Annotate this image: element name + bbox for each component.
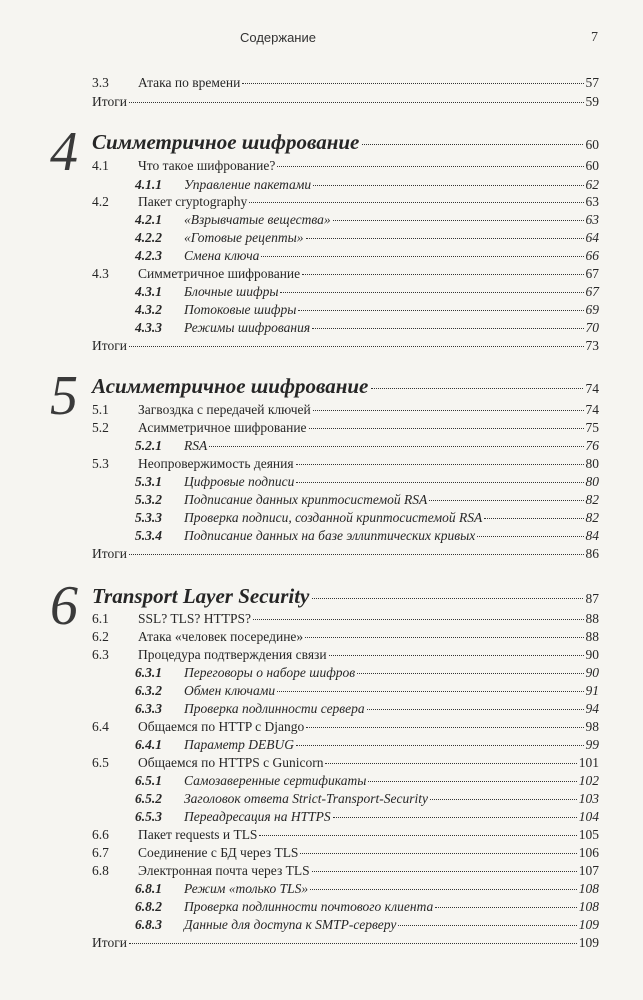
toc-subentry[interactable] [92,526,599,545]
toc-entry-page: 70 [585,320,599,335]
toc-entry-page: 57 [585,75,599,90]
toc-entry-title: Загвоздка с передачей ключей [138,402,311,417]
toc-entry[interactable] [92,627,599,646]
toc-entry[interactable] [92,645,599,664]
toc-subentry[interactable] [92,508,599,527]
toc-subentry[interactable] [92,663,599,682]
toc-entry-title: Смена ключа [184,248,260,263]
toc-entry-page: 88 [585,629,599,644]
toc-entry-page: 101 [578,755,599,770]
toc-entry-number: 4.3.1 [135,284,162,299]
toc-entry-page: 69 [585,302,599,317]
toc-entry-number: 6.1 [92,611,109,626]
toc-entry-title: Параметр DEBUG [184,737,295,752]
toc-entry-page: 73 [585,338,599,353]
toc-entry-number: 4.1 [92,158,109,173]
toc-entry-number: 4.3 [92,266,109,281]
toc-entry-number: 6.4.1 [135,737,162,752]
toc-subentry[interactable] [92,915,599,934]
chapter-title: Transport Layer Security [92,584,310,608]
page-header [0,30,643,50]
toc-entry-title: Асимметричное шифрование [138,420,307,435]
toc-entry-title: Самозаверенные сертификаты [184,773,367,788]
toc-entry-page: 63 [585,212,599,227]
toc-entry-title: Итоги [92,94,127,109]
toc-entry-title: Итоги [92,935,127,950]
toc-entry[interactable] [92,861,599,880]
toc-entry-title: Соединение с БД через TLS [138,845,299,860]
toc-subentry[interactable] [92,681,599,700]
toc-entry[interactable] [92,418,599,437]
toc-entry-number: 5.2 [92,420,109,435]
chapter-title: Асимметричное шифрование [92,374,369,398]
chapter-page: 74 [585,381,599,396]
toc-entry-page: 75 [585,420,599,435]
toc-subentry[interactable] [92,735,599,754]
chapter-number: 6 [50,575,78,637]
toc-entry-page: 82 [585,492,599,507]
toc-entry-title: Пакет requests и TLS [138,827,258,842]
toc-entry-number: 6.8.3 [135,917,162,932]
toc-subentry[interactable] [92,472,599,491]
toc-entry-title: Заголовок ответа Strict-Transport-Security [184,791,428,806]
toc-entry-page: 98 [585,719,599,734]
toc-entry-page: 67 [585,284,599,299]
toc-entry-title: Проверка подписи, созданной криптосистемой RSA [184,510,483,525]
toc-entry-title: Обмен ключами [184,683,276,698]
page-number: 7 [591,30,598,45]
toc-entry-number: 6.5.1 [135,773,162,788]
toc-entry-title: Итоги [92,546,127,561]
toc-subentry[interactable] [92,699,599,718]
chapter-page: 87 [585,591,599,606]
toc-subentry[interactable] [92,246,599,265]
toc-entry-number: 5.3 [92,456,109,471]
toc-entry-3-3[interactable] [92,73,599,92]
toc-entry-title: Общаемся по HTTP с Django [138,719,305,734]
toc-entry-number: 6.5.2 [135,791,162,806]
toc-entry-page: 106 [578,845,599,860]
toc-entry-number: 4.2.1 [135,212,162,227]
toc-entry-title: Подписание данных на базе эллиптических кривых [184,528,476,543]
toc-subentry[interactable] [92,228,599,247]
toc-entry-page: 82 [585,510,599,525]
toc-entry-number: 6.3 [92,647,109,662]
chapter-number: 5 [50,365,78,427]
toc-entry-number: 6.4 [92,719,109,734]
toc-entry-page: 109 [578,935,599,950]
toc-entry-title: Режим «только TLS» [184,881,309,896]
toc-entry-title: Процедура подтверждения связи [138,647,327,662]
toc-entry-page: 64 [585,230,599,245]
toc-entry-page: 99 [585,737,599,752]
toc-entry-page: 109 [578,917,599,932]
toc-entry[interactable] [92,400,599,419]
toc-entry-title: Переадресация на HTTPS [184,809,331,824]
toc-entry-title: Режимы шифрования [184,320,311,335]
toc-subentry[interactable] [92,789,599,808]
toc-entry-page: 105 [578,827,599,842]
toc-entry-title: Итоги [92,338,127,353]
toc-entry-title: Атака по времени [138,75,241,90]
toc-entry-number: 5.1 [92,402,109,417]
toc-entry-page: 103 [578,791,599,806]
toc-entry-title: Проверка подлинности почтового клиента [184,899,434,914]
toc-entry-number: 5.2.1 [135,438,162,453]
toc-entry-title: Что такое шифрование? [138,158,276,173]
toc-entry-number: 6.8.2 [135,899,162,914]
toc-entry-title: Пакет cryptography [138,194,248,209]
toc-entry-page: 90 [585,647,599,662]
toc-entry[interactable] [92,192,599,211]
toc-entry-page: 60 [585,158,599,173]
toc-entry-number: 6.8.1 [135,881,162,896]
chapter-page: 60 [585,137,599,152]
toc-subentry[interactable] [92,771,599,790]
toc-subentry[interactable] [92,436,599,455]
toc-subentry[interactable] [92,210,599,229]
toc-entry[interactable] [92,753,599,772]
toc-entry-page: 66 [585,248,599,263]
toc-entry-page: 104 [578,809,599,824]
toc-entry-page: 91 [585,683,599,698]
toc-subentry[interactable] [92,300,599,319]
toc-entry[interactable] [92,609,599,628]
toc-subentry[interactable] [92,282,599,301]
toc-entry-number: 6.8 [92,863,109,878]
toc-entry-page: 108 [578,899,599,914]
toc-entry-title: Блочные шифры [184,284,279,299]
toc-entry-number: 5.3.2 [135,492,162,507]
toc-entry-number: 5.3.4 [135,528,162,543]
toc-entry-title: Неопровержимость деяния [138,456,294,471]
header-title: Содержание [240,30,316,45]
toc-entry-page: 62 [585,177,599,192]
toc-subentry[interactable] [92,879,599,898]
toc-entry-page: 107 [578,863,599,878]
toc-entry-title: Цифровые подписи [184,474,295,489]
toc-entry[interactable] [92,717,599,736]
toc-entry[interactable] [92,454,599,473]
toc-entry-summary-ch5[interactable] [92,544,599,563]
toc-entry-page: 80 [585,474,599,489]
toc-entry-page: 90 [585,665,599,680]
chapter-title: Симметричное шифрование [92,130,360,154]
toc-entry-number: 6.6 [92,827,109,842]
toc-entry-number: 6.7 [92,845,109,860]
toc-entry-number: 4.1.1 [135,177,162,192]
toc-subentry[interactable] [92,490,599,509]
toc-entry-number: 6.3.3 [135,701,162,716]
toc-entry-number: 5.3.1 [135,474,162,489]
toc-entry-page: 59 [585,94,599,109]
toc-entry-page: 74 [585,402,599,417]
toc-entry-number: 6.5 [92,755,109,770]
toc-entry-number: 4.3.2 [135,302,162,317]
toc-entry-page: 88 [585,611,599,626]
toc-entry-page: 67 [585,266,599,281]
toc-entry-number: 5.3.3 [135,510,162,525]
toc-entry-title: «Готовые рецепты» [184,230,304,245]
toc-entry[interactable] [92,264,599,283]
toc-entry-number: 3.3 [92,75,109,90]
toc-entry-page: 63 [585,194,599,209]
toc-entry-number: 6.5.3 [135,809,162,824]
toc-entry-title: Подписание данных криптосистемой RSA [184,492,428,507]
toc-subentry[interactable] [92,318,599,337]
toc-entry-page: 76 [585,438,599,453]
toc-entry-title: Переговоры о наборе шифров [184,665,356,680]
toc-entry-number: 4.2.3 [135,248,162,263]
toc-entry-title: Общаемся по HTTPS с Gunicorn [138,755,324,770]
toc-entry-page: 102 [578,773,599,788]
toc-entry-title: Электронная почта через TLS [138,863,310,878]
toc-entry-number: 6.3.2 [135,683,162,698]
toc-entry[interactable] [92,843,599,862]
toc-entry-title: Управление пакетами [184,177,312,192]
toc-entry-page: 94 [585,701,599,716]
toc-entry-number: 4.2.2 [135,230,162,245]
toc-entry-number: 4.3.3 [135,320,162,335]
toc-entry-title: Потоковые шифры [184,302,297,317]
toc-entry-summary-ch6[interactable] [92,933,599,952]
toc-entry-title: Данные для доступа к SMTP-серверу [184,917,397,932]
toc-entry-number: 6.2 [92,629,109,644]
toc-entry-summary-ch4[interactable] [92,336,599,355]
toc-entry-number: 4.2 [92,194,109,209]
toc-entry-page: 86 [585,546,599,561]
toc-entry-title: Симметричное шифрование [138,266,301,281]
toc-entry-page: 80 [585,456,599,471]
toc-entry-page: 108 [578,881,599,896]
chapter-number: 4 [50,121,78,183]
toc-entry-title: Атака «человек посередине» [138,629,304,644]
toc-entry[interactable] [92,156,599,175]
toc-entry-title: Проверка подлинности сервера [184,701,365,716]
toc-subentry[interactable] [92,897,599,916]
toc-entry-title: «Взрывчатые вещества» [184,212,331,227]
toc-subentry[interactable] [92,807,599,826]
toc-entry[interactable] [92,825,599,844]
toc-entry-page: 84 [585,528,599,543]
toc-entry-title: SSL? TLS? HTTPS? [138,611,252,626]
toc-entry-title: RSA [184,438,208,453]
toc-entry-number: 6.3.1 [135,665,162,680]
toc-entry-summary-ch3[interactable] [92,92,599,111]
